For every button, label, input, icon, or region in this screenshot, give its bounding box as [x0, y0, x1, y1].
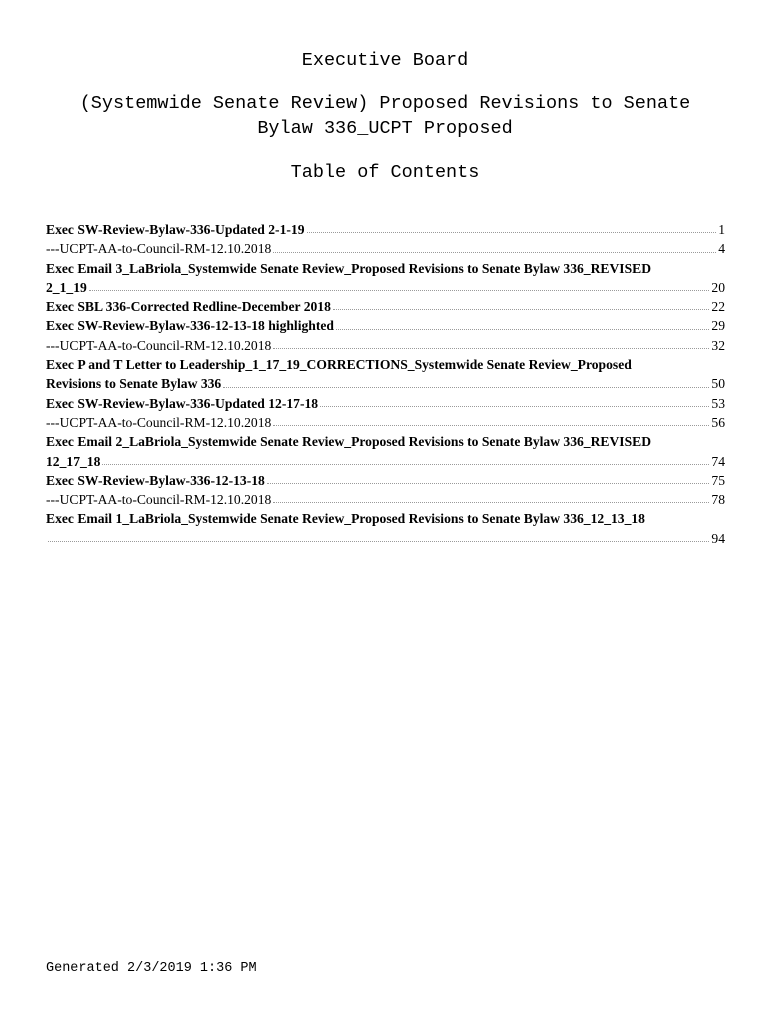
dot-leader — [320, 406, 709, 407]
toc-page-number: 74 — [711, 453, 725, 469]
toc-entry-title: ---UCPT-AA-to-Council-RM-12.10.2018 — [46, 492, 272, 508]
toc-heading: Table of Contents — [290, 162, 480, 183]
dot-leader — [273, 425, 709, 426]
toc-entry[interactable] — [46, 413, 725, 432]
toc-entry[interactable] — [46, 490, 725, 509]
dot-leader — [333, 309, 710, 310]
toc-entry-title: 2_1_19 — [46, 279, 87, 295]
document-subtitle-line1: (Systemwide Senate Review) Proposed Revisions to Senate — [79, 93, 691, 114]
dot-leader — [273, 252, 716, 253]
toc-entry[interactable] — [46, 432, 725, 471]
toc-page-number: 50 — [711, 376, 725, 392]
dot-leader — [267, 483, 710, 484]
toc-page-number: 53 — [711, 395, 725, 411]
toc-entry[interactable] — [46, 509, 725, 548]
toc-entry[interactable] — [46, 355, 725, 394]
toc-entry-title: ---UCPT-AA-to-Council-RM-12.10.2018 — [46, 241, 272, 257]
toc-entry-title: ---UCPT-AA-to-Council-RM-12.10.2018 — [46, 337, 272, 353]
generated-timestamp: Generated 2/3/2019 1:36 PM — [46, 961, 257, 976]
toc-entry-title: Exec SW-Review-Bylaw-336-12-13-18 — [46, 472, 265, 488]
document-title: Executive Board — [301, 50, 469, 71]
toc-page-number: 22 — [711, 299, 725, 315]
toc-entry[interactable] — [46, 297, 725, 316]
toc-page-number: 29 — [711, 318, 725, 334]
toc-entry[interactable] — [46, 316, 725, 335]
dot-leader — [273, 348, 709, 349]
toc-entry[interactable] — [46, 471, 725, 490]
toc-page-number: 94 — [711, 530, 725, 546]
toc-entry-title: Exec SW-Review-Bylaw-336-Updated 2-1-19 — [46, 222, 305, 237]
toc-page-number: 32 — [711, 337, 725, 353]
table-of-contents — [46, 220, 725, 548]
toc-entry-title-line: Exec Email 1_LaBriola_Systemwide Senate Review_Proposed Revisions to Senate Bylaw 336_12_13_18 — [46, 511, 645, 527]
dot-leader — [102, 464, 709, 465]
toc-entry-title-line: Exec P and T Letter to Leadership_1_17_19_CORRECTIONS_Systemwide Senate Review_Proposed — [46, 357, 632, 373]
dot-leader — [307, 232, 717, 233]
document-subtitle-line2: Bylaw 336_UCPT Proposed — [257, 118, 513, 139]
toc-page-number: 78 — [711, 492, 725, 508]
toc-entry-title: Exec SW-Review-Bylaw-336-12-13-18 highlighted — [46, 318, 334, 334]
dot-leader — [48, 541, 709, 542]
dot-leader — [336, 329, 709, 330]
toc-entry[interactable] — [46, 259, 725, 298]
dot-leader — [89, 290, 710, 291]
dot-leader — [273, 502, 709, 503]
toc-entry[interactable] — [46, 220, 725, 239]
toc-entry[interactable] — [46, 239, 725, 258]
toc-page-number: 4 — [718, 241, 725, 257]
toc-entry-title-line: Exec Email 2_LaBriola_Systemwide Senate Review_Proposed Revisions to Senate Bylaw 336_REVISED — [46, 434, 652, 450]
dot-leader — [223, 387, 709, 388]
toc-entry-title-line: Exec Email 3_LaBriola_Systemwide Senate Review_Proposed Revisions to Senate Bylaw 336_REVISED — [46, 260, 652, 276]
toc-entry[interactable] — [46, 394, 725, 413]
toc-page-number: 56 — [711, 414, 725, 430]
toc-entry-title: Exec SBL 336-Corrected Redline-December 2018 — [46, 299, 331, 315]
toc-entry[interactable] — [46, 336, 725, 355]
toc-page-number: 75 — [711, 472, 725, 488]
toc-entry-title: ---UCPT-AA-to-Council-RM-12.10.2018 — [46, 414, 272, 430]
toc-page-number: 20 — [711, 279, 725, 295]
toc-page-number: 1 — [718, 222, 725, 237]
toc-entry-title: Exec SW-Review-Bylaw-336-Updated 12-17-18 — [46, 395, 319, 411]
toc-entry-title: 12_17_18 — [46, 453, 101, 469]
toc-entry-title: Revisions to Senate Bylaw 336 — [46, 376, 222, 392]
